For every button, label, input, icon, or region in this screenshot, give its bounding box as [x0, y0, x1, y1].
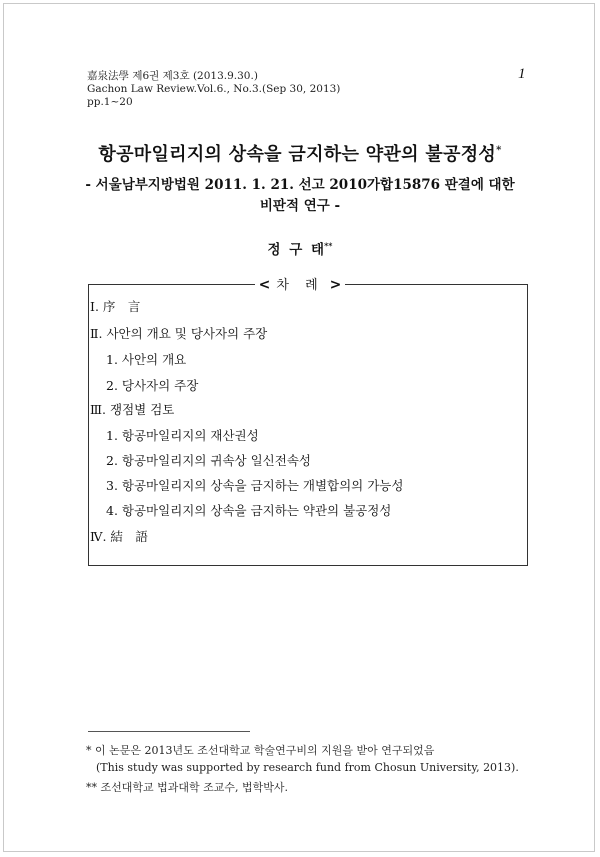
author-name: 정 구 태: [267, 242, 325, 258]
paper-title: [0, 140, 600, 166]
toc-item: 2. 항공마일리지의 귀속상 일신전속성: [106, 453, 311, 468]
chevron-right-icon: >: [329, 277, 342, 293]
journal-header-line-1: 嘉泉法學 제6권 제3호 (2013.9.30.): [87, 70, 258, 82]
author: [0, 238, 600, 258]
footnote-1-line-1: * 이 논문은 2013년도 조선대학교 학술연구비의 지원을 받아 연구되었음: [86, 744, 435, 757]
toc-item: 4. 항공마일리지의 상속을 금지하는 약관의 불공정성: [106, 503, 392, 518]
toc-item: Ⅲ. 쟁점별 검토: [90, 402, 175, 417]
paper-title-text: 항공마일리지의 상속을 금지하는 약관의 불공정성: [98, 144, 497, 165]
toc-item: 2. 당사자의 주장: [106, 378, 199, 393]
toc-title: 차 례: [276, 278, 324, 293]
chevron-left-icon: <: [258, 277, 271, 293]
journal-header-line-2: Gachon Law Review.Vol.6., No.3.(Sep 30, 2013): [87, 83, 341, 95]
subtitle-line-2: 비판적 연구 -: [259, 198, 341, 214]
author-footnote-mark: **: [324, 240, 333, 251]
toc-item: Ⅳ. 結 語: [90, 529, 148, 544]
footnote-2: ** 조선대학교 법과대학 조교수, 법학박사.: [86, 781, 288, 794]
page-number: 1: [518, 66, 526, 82]
toc-item: 1. 항공마일리지의 재산권성: [106, 428, 259, 443]
paper-subtitle: [60, 175, 540, 217]
toc-item: Ⅱ. 사안의 개요 및 당사자의 주장: [90, 326, 268, 341]
footnote-1-line-2: (This study was supported by research fund from Chosun University, 2013).: [96, 761, 519, 774]
title-footnote-mark: *: [496, 145, 502, 156]
toc-item: 1. 사안의 개요: [106, 352, 187, 367]
subtitle-line-1: - 서울남부지방법원 2011. 1. 21. 선고 2010가합15876 판결에 대한: [85, 177, 515, 193]
toc-heading: [0, 274, 600, 293]
footnote-divider: [88, 731, 250, 732]
journal-header-line-3: pp.1~20: [87, 96, 133, 108]
journal-header: [87, 70, 340, 109]
toc-item: Ⅰ. 序 言: [90, 299, 141, 314]
toc-item: 3. 항공마일리지의 상속을 금지하는 개별합의의 가능성: [106, 478, 404, 493]
